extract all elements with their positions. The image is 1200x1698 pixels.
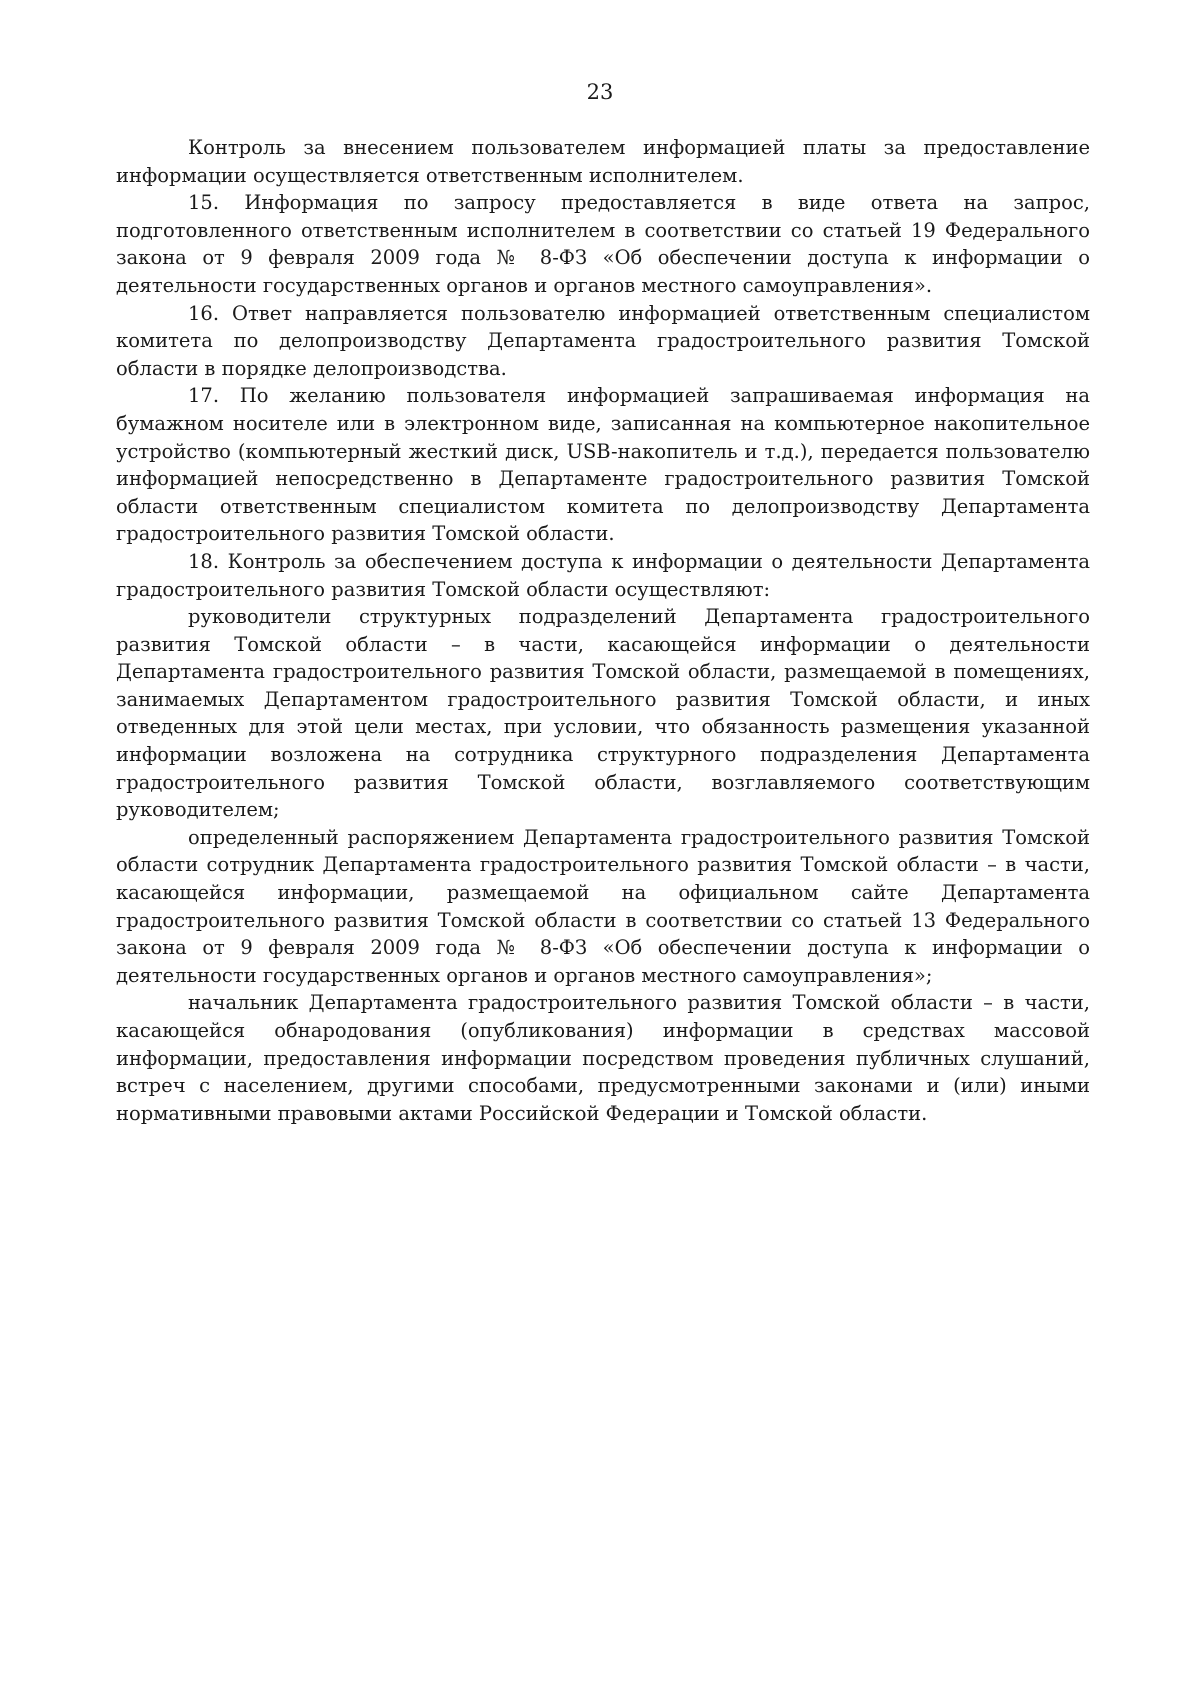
- paragraph-item-18: 18. Контроль за обеспечением доступа к информации о деятельности Департамента градостроительного развития Томской области осуществляют:: [116, 549, 1090, 601]
- page-number: 23: [586, 80, 614, 104]
- paragraph-payment-control: Контроль за внесением пользователем информацией платы за предоставление информации осуществляется ответственным исполнителем.: [116, 136, 1090, 187]
- paragraph-item-15: 15. Информация по запросу предоставляется в виде ответа на запрос, подготовленного ответственным исполнителем в соответствии со статьей 19 Федерального закона от 9 февраля 2009 года № 8-ФЗ «Об обеспечении доступа к информации о деятельности государственных органов и органов местного самоуправления».: [116, 191, 1090, 297]
- document-body: [116, 134, 1090, 1127]
- paragraph-item-17: 17. По желанию пользователя информацией запрашиваемая информация на бумажном носителе или в электронном виде, записанная на компьютерное накопительное устройство (компьютерный жесткий диск, USB-накопитель и т.д.), передается пользователю информацией непосредственно в Департаменте градостроительного развития Томской области ответственным специалистом комитета по делопроизводству Департамента градостроительного развития Томской области.: [116, 384, 1090, 546]
- paragraph-designated-employee: определенный распоряжением Департамента градостроительного развития Томской области сотрудник Департамента градостроительного развития Томской области – в части, касающейся информации, размещаемой на официальном сайте Департамента градостроительного развития Томской области в соответствии со статьей 13 Федерального закона от 9 февраля 2009 года № 8-ФЗ «Об обеспечении доступа к информации о деятельности государственных органов и органов местного самоуправления»;: [116, 825, 1090, 987]
- paragraph-unit-heads: руководители структурных подразделений Департамента градостроительного развития Томской области – в части, касающейся информации о деятельности Департамента градостроительного развития Томской области, размещаемой в помещениях, занимаемых Департаментом градостроительного развития Томской области, и иных отведенных для этой цели местах, при условии, что обязанность размещения указанной информации возложена на сотрудника структурного подразделения Департамента градостроительного развития Томской области, возглавляемого соответствующим руководителем;: [116, 605, 1090, 822]
- paragraph-item-16: 16. Ответ направляется пользователю информацией ответственным специалистом комитета по делопроизводству Департамента градостроительного развития Томской области в порядке делопроизводства.: [116, 301, 1090, 380]
- paragraph-department-head: начальник Департамента градостроительного развития Томской области – в части, касающейся обнародования (опубликования) информации в средствах массовой информации, предоставления информации посредством проведения публичных слушаний, встреч с населением, другими способами, предусмотренными законами и (или) иными нормативными правовыми актами Российской Федерации и Томской области.: [116, 991, 1090, 1125]
